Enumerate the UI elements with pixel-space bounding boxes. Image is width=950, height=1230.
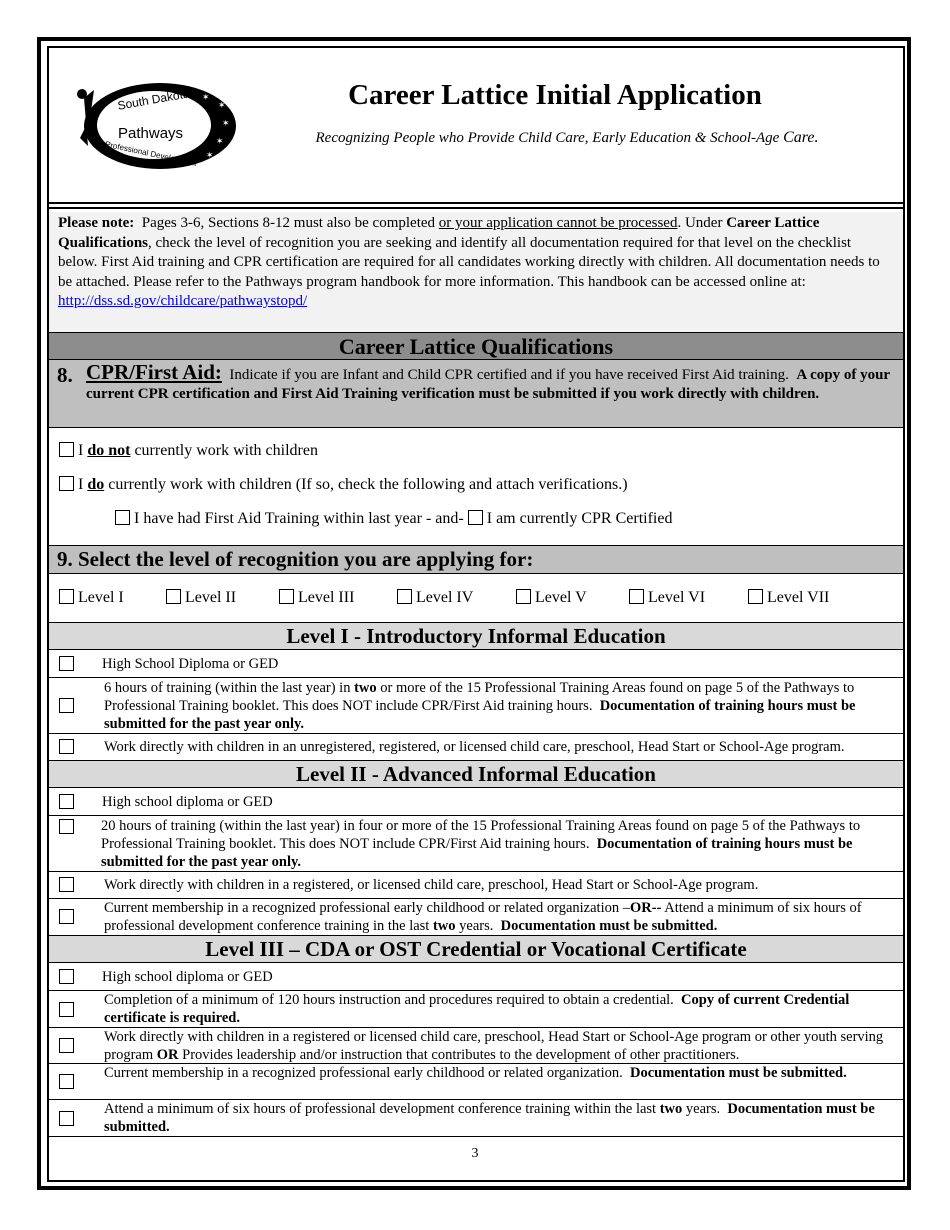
checkbox-l1-training[interactable] <box>59 698 74 713</box>
checkbox-work[interactable] <box>59 476 74 491</box>
checkbox-l3-membership[interactable] <box>59 1074 74 1089</box>
level-2-row-work: Work directly with children in a registered, or licensed child care, preschool, Head Start or School-Age program. <box>49 872 903 899</box>
level-2-row-training: 20 hours of training (within the last year) in four or more of the 15 Professional Training Areas found on page 5 of the Pathways to Professional Training booklet. This does NOT include CPR/First Aid training hours. Documentation of training hours must be submitted for the past year only. <box>49 816 903 872</box>
option-work-with-children: I do currently work with children (If so, check the following and attach verifications.) <box>59 476 628 494</box>
level-option-4: Level IV <box>397 589 473 607</box>
please-note-box: Please note: Pages 3-6, Sections 8-12 must also be completed or your application cannot be processed. Under Career Lattice Qualifications, check the level of recognition you are seeking and identify all documentation required for that level on the checklist below. First Aid training and CPR certification are required for all candidates working directly with children. All documentation needs to be attached. Please refer to the Pathways program handbook for more information. This handbook can be accessed online at: http://dss.sd.gov/childcare/pathwaystopd/ <box>49 212 903 332</box>
checkbox-l2-training[interactable] <box>59 819 74 834</box>
svg-text:✶: ✶ <box>218 100 226 110</box>
level-2-row-diploma: High school diploma or GED <box>49 788 903 816</box>
level-1-row-diploma: High School Diploma or GED <box>49 650 903 678</box>
logo-text-tagline: to Professional Development <box>95 137 198 168</box>
checkbox-l1-diploma[interactable] <box>59 656 74 671</box>
checkbox-l3-diploma[interactable] <box>59 969 74 984</box>
option-not-work-with-children: I do not currently work with children <box>59 442 318 460</box>
logo-text-name: Pathways <box>118 125 184 142</box>
page-subtitle: Recognizing People who Provide Child Care, Early Education & School-Age Care. <box>315 129 819 146</box>
level-3-row-credential: Completion of a minimum of 120 hours instruction and procedures required to obtain a credential. Copy of current Credential certificate is required. <box>49 991 903 1028</box>
checkbox-level-6[interactable] <box>629 589 644 604</box>
level-3-row-work: Work directly with children in a registered or licensed child care, preschool, Head Start or School-Age program or other youth serving program OR Provides leadership and/or instruction that contributes to the development of other practitioners. <box>49 1028 903 1064</box>
checkbox-l3-credential[interactable] <box>59 1002 74 1017</box>
checkbox-l2-diploma[interactable] <box>59 794 74 809</box>
checkbox-level-2[interactable] <box>166 589 181 604</box>
level-option-5: Level V <box>516 589 587 607</box>
page-title: Career Lattice Initial Application <box>348 79 762 111</box>
logo-text-state: South Dakota <box>116 86 191 113</box>
pathways-logo <box>70 78 240 173</box>
level-3-row-conference: Attend a minimum of six hours of professional development conference training within the last two years. Documentation must be submitted. <box>49 1100 903 1137</box>
level-option-3: Level III <box>279 589 354 607</box>
option-first-aid: I have had First Aid Training within last year - and- I am currently CPR Certified <box>115 510 672 528</box>
section-8-header: 8. CPR/First Aid: Indicate if you are Infant and Child CPR certified and if you have received First Aid training. A copy of your current CPR certification and First Aid Training verification must be submitted if you work directly with children. <box>49 360 903 428</box>
level-2-heading: Level II - Advanced Informal Education <box>49 760 903 788</box>
svg-text:✶: ✶ <box>222 118 230 128</box>
section-9-header: 9. Select the level of recognition you are applying for: <box>49 545 903 574</box>
svg-text:✶: ✶ <box>202 92 210 102</box>
checkbox-level-7[interactable] <box>748 589 763 604</box>
checkbox-l2-work[interactable] <box>59 877 74 892</box>
level-1-row-training: 6 hours of training (within the last year) in two or more of the 15 Professional Training Areas found on page 5 of the Pathways to Professional Training booklet. This does NOT include CPR/First Aid training hours. Documentation of training hours must be submitted for the past year only. <box>49 678 903 734</box>
handbook-link[interactable]: http://dss.sd.gov/childcare/pathwaystopd/ <box>58 293 308 309</box>
checkbox-not-work[interactable] <box>59 442 74 457</box>
svg-text:✶: ✶ <box>216 136 224 146</box>
checkbox-l1-work[interactable] <box>59 739 74 754</box>
checkbox-cpr[interactable] <box>468 510 483 525</box>
level-3-row-membership: Current membership in a recognized professional early childhood or related organization. Documentation must be submitted. <box>49 1064 903 1100</box>
level-option-7: Level VII <box>748 589 829 607</box>
checkbox-l2-membership[interactable] <box>59 909 74 924</box>
level-option-6: Level VI <box>629 589 705 607</box>
page-number: 3 <box>471 1146 479 1161</box>
qualifications-heading: Career Lattice Qualifications <box>49 332 903 360</box>
svg-text:✶: ✶ <box>206 150 214 160</box>
checkbox-level-3[interactable] <box>279 589 294 604</box>
level-1-row-work: Work directly with children in an unregistered, registered, or licensed child care, preschool, Head Start or School-Age program. <box>49 734 903 761</box>
level-3-heading: Level III – CDA or OST Credential or Vocational Certificate <box>49 935 903 963</box>
checkbox-first-aid[interactable] <box>115 510 130 525</box>
checkbox-l3-work[interactable] <box>59 1038 74 1053</box>
checkbox-level-4[interactable] <box>397 589 412 604</box>
level-3-row-diploma: High school diploma or GED <box>49 963 903 991</box>
header-divider-double <box>47 207 905 209</box>
level-1-heading: Level I - Introductory Informal Education <box>49 622 903 650</box>
level-2-row-membership: Current membership in a recognized professional early childhood or related organization –OR-- Attend a minimum of six hours of professional development conference training in the last two years. Documentation must be submitted. <box>49 899 903 936</box>
checkbox-level-1[interactable] <box>59 589 74 604</box>
level-option-1: Level I <box>59 589 124 607</box>
header-divider <box>47 202 905 204</box>
checkbox-level-5[interactable] <box>516 589 531 604</box>
level-option-2: Level II <box>166 589 236 607</box>
checkbox-l3-conference[interactable] <box>59 1111 74 1126</box>
